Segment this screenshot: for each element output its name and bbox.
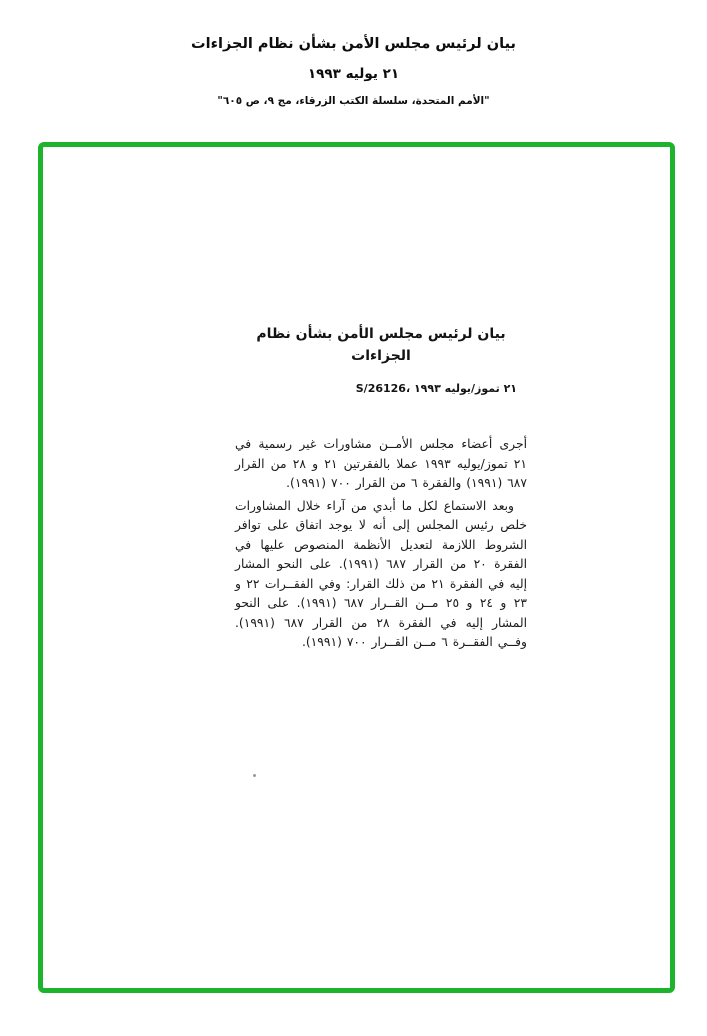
scan-speck-artifact xyxy=(253,774,256,777)
document-paragraph: وبعد الاستماع لكل ما أبدي من آراء خلال المشاورات خلص رئيس المجلس إلى أنه لا يوجد اتفاق على توافر الشروط اللازمة لتعديل الأنظمة المنصوص عليها في الفقرة ٢٠ من القرار ٦٨٧ (١٩٩١). على النحو المشار إليه في الفقرة ٢١ من ذلك القرار: وفي الفقــرات ٢٢ و ٢٣ و ٢٤ و ٢٥ مــن القــرار ٦٨٧ (١٩٩١). على النحو المشار إليه في الفقرة ٢٨ من القرار ٦٨٧ (١٩٩١). وفــي الفقــرة ٦ مــن القــرار ٧٠٠ (١٩٩١). xyxy=(235,498,528,649)
document-reference: S/26126، ٢١ تموز/يوليه ١٩٩٣ xyxy=(355,382,517,395)
header-date: ٢١ يوليه ١٩٩٣ xyxy=(307,66,400,82)
document-frame xyxy=(38,142,675,993)
document-paragraph: أجرى أعضاء مجلس الأمــن مشاورات غير رسمية في ٢١ تموز/يوليه ١٩٩٣ عملا بالفقرتين ٢١ و ٢٨ من القرار ٦٨٧ (١٩٩١) والفقرة ٦ من القرار ٧٠٠ (١٩٩١). xyxy=(235,437,528,490)
document-scan-content xyxy=(235,323,527,653)
page-header xyxy=(0,33,707,109)
header-title: بيان لرئيس مجلس الأمن بشأن نظام الجزاءات xyxy=(191,36,516,52)
header-source-citation: "الأمم المتحدة، سلسلة الكتب الزرقاء، مج ٩، ص ٦٠٥" xyxy=(217,95,490,107)
document-body xyxy=(235,435,527,653)
document-title: بيان لرئيس مجلس الأمن بشأن نظام الجزاءات xyxy=(256,326,506,364)
